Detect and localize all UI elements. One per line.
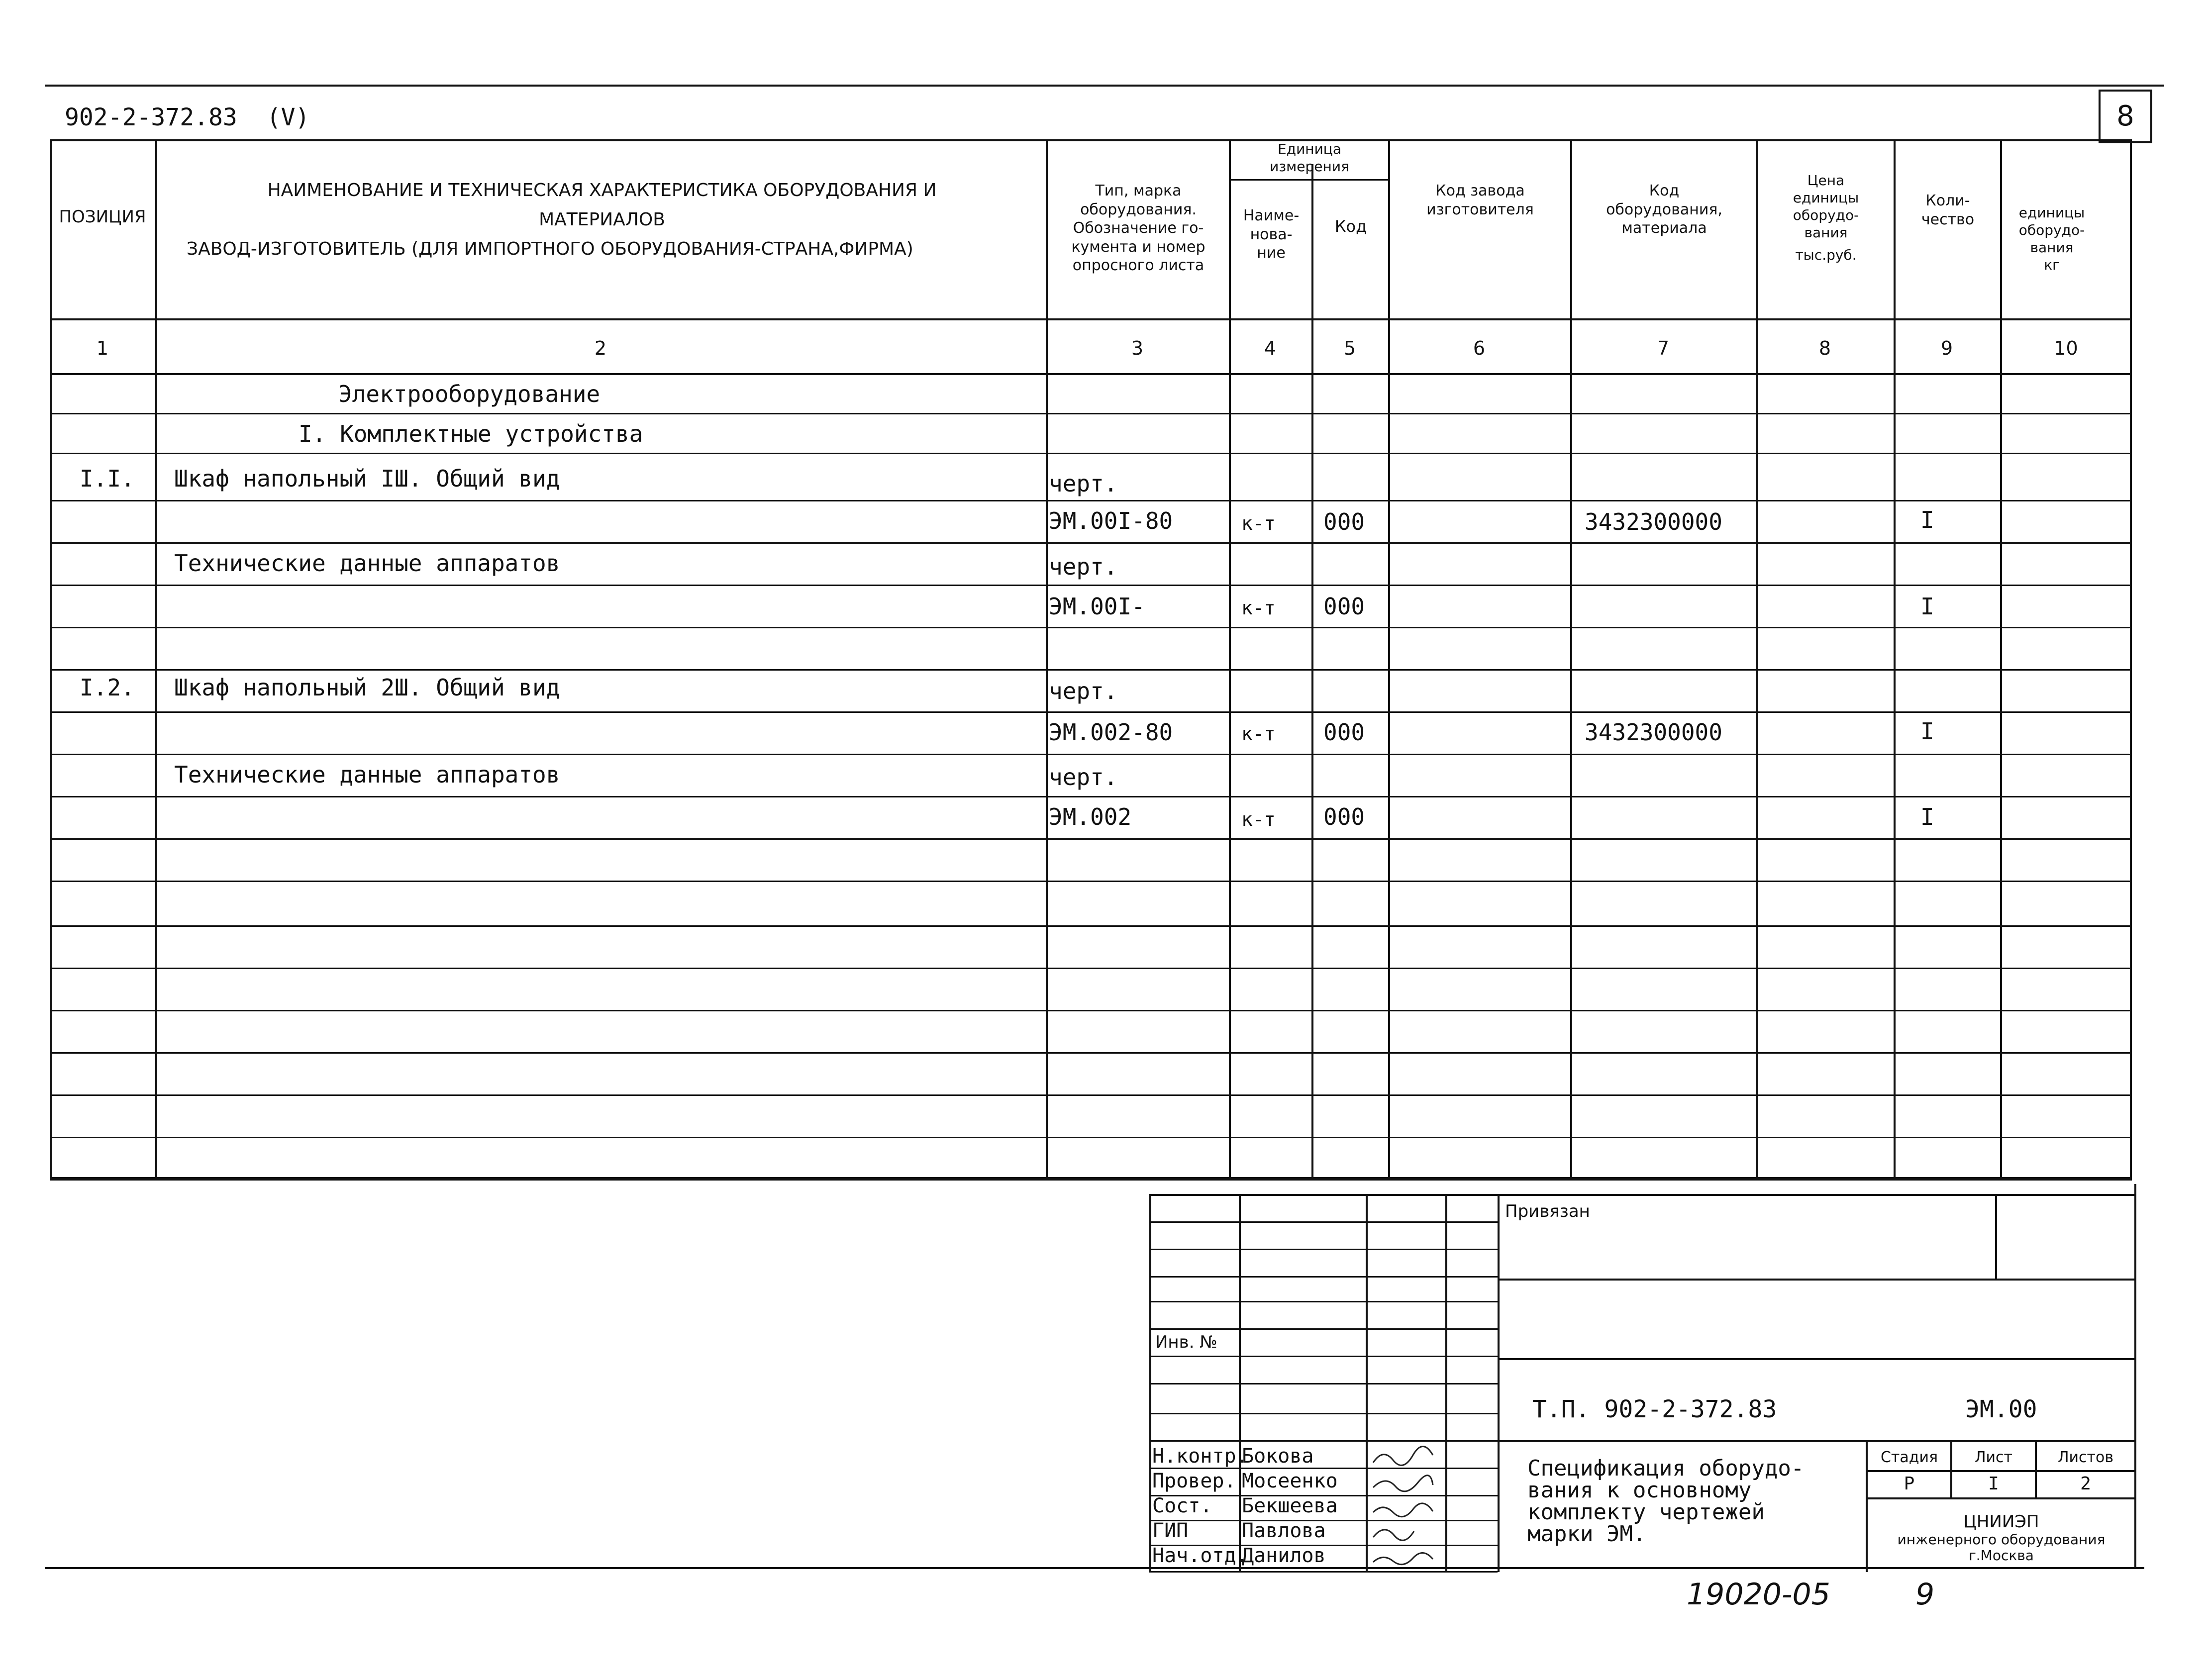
title-block bbox=[1149, 1194, 2134, 1572]
header-type-line1: Тип, марка bbox=[1095, 182, 1182, 199]
stage-value: Р bbox=[1904, 1474, 1915, 1494]
row-line bbox=[50, 627, 2132, 628]
unit-group-line bbox=[1229, 179, 1388, 181]
header-name-line3: ЗАВОД-ИЗГОТОВИТЕЛЬ (ДЛЯ ИМПОРТНОГО ОБОРУДОВАНИЯ-СТРАНА,ФИРМА) bbox=[187, 239, 913, 259]
person-name: Павлова bbox=[1242, 1519, 1326, 1542]
spec-table bbox=[50, 139, 2132, 1179]
top-border bbox=[45, 85, 2164, 87]
header-type-line3: Обозначение го- bbox=[1073, 219, 1204, 237]
header-unit-group bbox=[1231, 140, 1388, 175]
corner-box bbox=[2099, 90, 2152, 143]
person-name: Мосеенко bbox=[1242, 1470, 1338, 1492]
col-number-1: 1 bbox=[96, 337, 109, 359]
row-line bbox=[50, 796, 2132, 797]
col-number-2: 2 bbox=[594, 337, 607, 359]
header-maker-code-line1: Код завода bbox=[1435, 182, 1525, 199]
header-price-line4: вания bbox=[1804, 224, 1848, 241]
header-mass-line4: кг bbox=[2044, 257, 2060, 273]
header-equip-code bbox=[1572, 182, 1756, 238]
row-8-pos: I.2. bbox=[80, 674, 135, 701]
stamp-row-line bbox=[1149, 1249, 1498, 1250]
row-line bbox=[50, 1137, 2132, 1138]
stamp-row-line bbox=[1149, 1221, 1498, 1223]
header-name bbox=[159, 179, 1045, 260]
stamp-row-line bbox=[1149, 1356, 1498, 1357]
doc-code bbox=[65, 103, 309, 131]
row-6-qty: I bbox=[1920, 593, 1934, 620]
row-line bbox=[50, 881, 2132, 882]
row-4-unit: к-т bbox=[1241, 512, 1276, 534]
sheet-code: ЭМ.00 bbox=[1965, 1395, 2037, 1423]
role-label: ГИП bbox=[1152, 1519, 1189, 1542]
row-5-name: Технические данные аппаратов bbox=[174, 550, 560, 577]
col-line-9 bbox=[2000, 139, 2002, 1179]
header-equip-code-line1: Код bbox=[1649, 182, 1680, 199]
doc-code-number: 902-2-372.83 bbox=[65, 103, 237, 131]
row-9-qty: I bbox=[1920, 718, 1934, 745]
org-line2: инженерного оборудования bbox=[1897, 1531, 2106, 1548]
header-type bbox=[1048, 182, 1229, 275]
col-number-10: 10 bbox=[2054, 337, 2078, 359]
stamp-title-line1: Спецификация оборудо- bbox=[1527, 1456, 1805, 1481]
col-line-7 bbox=[1756, 139, 1758, 1179]
row-6-code: 000 bbox=[1323, 593, 1365, 620]
stamp-privyazan-divider bbox=[1995, 1194, 1997, 1279]
row-line bbox=[50, 838, 2132, 840]
col-line-2 bbox=[1046, 139, 1048, 1179]
page-right-line bbox=[2134, 1184, 2136, 1567]
header-unit-group-line2: измерения bbox=[1270, 158, 1349, 175]
col-number-3: 3 bbox=[1131, 337, 1144, 359]
col-line-6 bbox=[1570, 139, 1572, 1179]
header-equip-code-line2: оборудования, bbox=[1606, 200, 1722, 218]
stamp-row-line bbox=[1149, 1440, 1498, 1442]
org-line3: г.Москва bbox=[1969, 1547, 2034, 1564]
col-line-1 bbox=[155, 139, 157, 1179]
header-qty bbox=[1896, 192, 2000, 229]
row-9-equip: 3432300000 bbox=[1585, 719, 1722, 746]
sheet-label: Лист bbox=[1974, 1449, 2013, 1466]
sheet-value: I bbox=[1988, 1474, 1999, 1494]
header-price-line3: оборудо- bbox=[1793, 207, 1859, 223]
row-9-unit: к-т bbox=[1241, 723, 1276, 745]
row-4-code: 000 bbox=[1323, 508, 1365, 535]
header-name-line1: НАИМЕНОВАНИЕ И ТЕХНИЧЕСКАЯ ХАРАКТЕРИСТИКА ОБОРУДОВАНИЯ И bbox=[267, 180, 937, 200]
row-11-qty: I bbox=[1920, 803, 1934, 830]
header-mass bbox=[2002, 204, 2102, 274]
footer-archive-number: 19020-05 bbox=[1687, 1577, 1830, 1612]
row-line bbox=[50, 754, 2132, 755]
row-9-code: 000 bbox=[1323, 719, 1365, 746]
col-number-7: 7 bbox=[1657, 337, 1670, 359]
header-type-line4: кумента и номер bbox=[1071, 238, 1205, 256]
row-11-code: 000 bbox=[1323, 803, 1365, 830]
stage-label: Стадия bbox=[1880, 1449, 1938, 1466]
row-2-name: I. Комплектные устройства bbox=[299, 420, 643, 447]
names-column bbox=[1242, 1444, 1338, 1568]
col-line-4 bbox=[1311, 164, 1313, 1179]
row-1-name: Электрооборудование bbox=[338, 381, 601, 407]
header-unit-name-line3: ние bbox=[1257, 244, 1286, 262]
header-unit-name-line2: нова- bbox=[1250, 225, 1293, 243]
header-mass-line2: оборудо- bbox=[2018, 222, 2085, 238]
header-price-line5: тыс.руб. bbox=[1795, 247, 1857, 263]
col-line-8 bbox=[1894, 139, 1896, 1179]
header-type-line2: оборудования. bbox=[1080, 200, 1197, 218]
col-number-5: 5 bbox=[1343, 337, 1356, 359]
row-11-unit: к-т bbox=[1241, 808, 1276, 830]
col-line-5 bbox=[1388, 139, 1390, 1179]
stamp-title bbox=[1527, 1458, 1804, 1545]
numbers-bottom-line bbox=[50, 373, 2132, 375]
stamp-line-b bbox=[1498, 1358, 2134, 1360]
row-line bbox=[50, 585, 2132, 586]
stamp-row-line bbox=[1149, 1328, 1498, 1330]
col-number-8: 8 bbox=[1818, 337, 1831, 359]
header-price-line2: единицы bbox=[1793, 190, 1859, 206]
row-3-name: Шкаф напольный IШ. Общий вид bbox=[174, 465, 560, 492]
col-number-9: 9 bbox=[1940, 337, 1953, 359]
col-number-4: 4 bbox=[1264, 337, 1277, 359]
header-maker-code bbox=[1390, 182, 1570, 219]
row-8-name: Шкаф напольный 2Ш. Общий вид bbox=[174, 674, 560, 701]
header-mass-line1: единицы bbox=[2018, 204, 2085, 221]
person-name: Данилов bbox=[1242, 1544, 1326, 1567]
row-4-equip: 3432300000 bbox=[1585, 508, 1722, 535]
org-block bbox=[1868, 1512, 2134, 1564]
role-label: Сост. bbox=[1152, 1494, 1212, 1517]
stamp-row-line bbox=[1149, 1571, 1498, 1573]
stamp-line-a bbox=[1498, 1279, 2134, 1281]
row-line bbox=[50, 669, 2132, 671]
role-label: Нач.отд. bbox=[1152, 1544, 1248, 1567]
row-line bbox=[50, 1010, 2132, 1011]
col-number-6: 6 bbox=[1473, 337, 1486, 359]
sheets-value: 2 bbox=[2080, 1474, 2091, 1494]
roles-column bbox=[1152, 1444, 1248, 1568]
header-mass-line3: вания bbox=[2030, 239, 2074, 256]
header-unit-name-line1: Наиме- bbox=[1243, 207, 1300, 224]
row-line bbox=[50, 711, 2132, 713]
row-3-pos: I.I. bbox=[80, 465, 135, 492]
stamp-top-border bbox=[1149, 1194, 2134, 1196]
privyazan-label: Привязан bbox=[1505, 1201, 1590, 1221]
stamp-line-c bbox=[1498, 1440, 2134, 1442]
row-4-type: ЭМ.00I-80 bbox=[1049, 507, 1173, 534]
row-line bbox=[50, 925, 2132, 927]
stamp-row-line bbox=[1149, 1301, 1498, 1302]
stamp-row-line bbox=[1149, 1413, 1498, 1414]
stamp-stage-line-2 bbox=[1866, 1497, 2134, 1499]
stamp-stage-line bbox=[1866, 1470, 2134, 1472]
sheets-label: Листов bbox=[2057, 1449, 2114, 1466]
row-line bbox=[50, 500, 2132, 501]
row-line bbox=[50, 1052, 2132, 1054]
project-code: Т.П. 902-2-372.83 bbox=[1532, 1395, 1777, 1423]
row-10-type: черт. bbox=[1049, 764, 1118, 791]
row-10-name: Технические данные аппаратов bbox=[174, 761, 560, 788]
row-5-type: черт. bbox=[1049, 553, 1118, 580]
row-4-qty: I bbox=[1920, 506, 1934, 533]
stamp-row-line bbox=[1149, 1383, 1498, 1384]
stamp-org-divider bbox=[1866, 1440, 1868, 1572]
header-equip-code-line3: материала bbox=[1621, 219, 1707, 237]
person-name: Бокова bbox=[1242, 1445, 1314, 1468]
row-6-type: ЭМ.00I- bbox=[1049, 593, 1145, 620]
row-line bbox=[50, 413, 2132, 414]
row-8-type: черт. bbox=[1049, 678, 1118, 704]
row-line bbox=[50, 542, 2132, 544]
header-pos: ПОЗИЦИЯ bbox=[59, 207, 146, 227]
stamp-title-line4: марки ЭМ. bbox=[1527, 1521, 1646, 1547]
org-line1: ЦНИИЭП bbox=[1963, 1512, 2039, 1532]
header-bottom-line bbox=[50, 318, 2132, 320]
person-name: Бекшеева bbox=[1242, 1494, 1338, 1517]
signatures bbox=[1368, 1443, 1445, 1570]
header-unit-group-line1: Единица bbox=[1278, 141, 1341, 157]
header-type-line5: опросного листа bbox=[1072, 257, 1204, 274]
role-label: Провер. bbox=[1152, 1470, 1236, 1492]
row-line bbox=[50, 1094, 2132, 1096]
row-line bbox=[50, 453, 2132, 454]
header-qty-line1: Коли- bbox=[1925, 192, 1970, 209]
row-line bbox=[50, 1179, 2132, 1181]
header-name-line2: МАТЕРИАЛОВ bbox=[539, 209, 665, 230]
stamp-title-line3: комплекту чертежей bbox=[1527, 1499, 1765, 1525]
row-6-unit: к-т bbox=[1241, 597, 1276, 619]
header-unit-code: Код bbox=[1334, 217, 1367, 236]
role-label: Н.контр. bbox=[1152, 1445, 1248, 1468]
stamp-col-4 bbox=[1498, 1194, 1500, 1572]
row-9-type: ЭМ.002-80 bbox=[1049, 719, 1173, 746]
header-price-line1: Цена bbox=[1807, 172, 1845, 189]
row-11-type: ЭМ.002 bbox=[1049, 803, 1132, 830]
header-price bbox=[1758, 172, 1894, 264]
header-qty-line2: чество bbox=[1921, 210, 1975, 228]
stamp-row-line bbox=[1149, 1276, 1498, 1278]
header-maker-code-line2: изготовителя bbox=[1426, 200, 1534, 218]
footer-page-number: 9 bbox=[1915, 1577, 1935, 1612]
corner-mark: 8 bbox=[2116, 100, 2134, 132]
row-3-type: черт. bbox=[1049, 470, 1118, 497]
doc-volume: (V) bbox=[266, 103, 310, 131]
row-line bbox=[50, 968, 2132, 969]
header-unit-name bbox=[1231, 206, 1311, 263]
stamp-title-line2: вания к основному bbox=[1527, 1478, 1752, 1503]
inv-no-label: Инв. № bbox=[1155, 1332, 1217, 1352]
col-line-3 bbox=[1229, 164, 1231, 1179]
